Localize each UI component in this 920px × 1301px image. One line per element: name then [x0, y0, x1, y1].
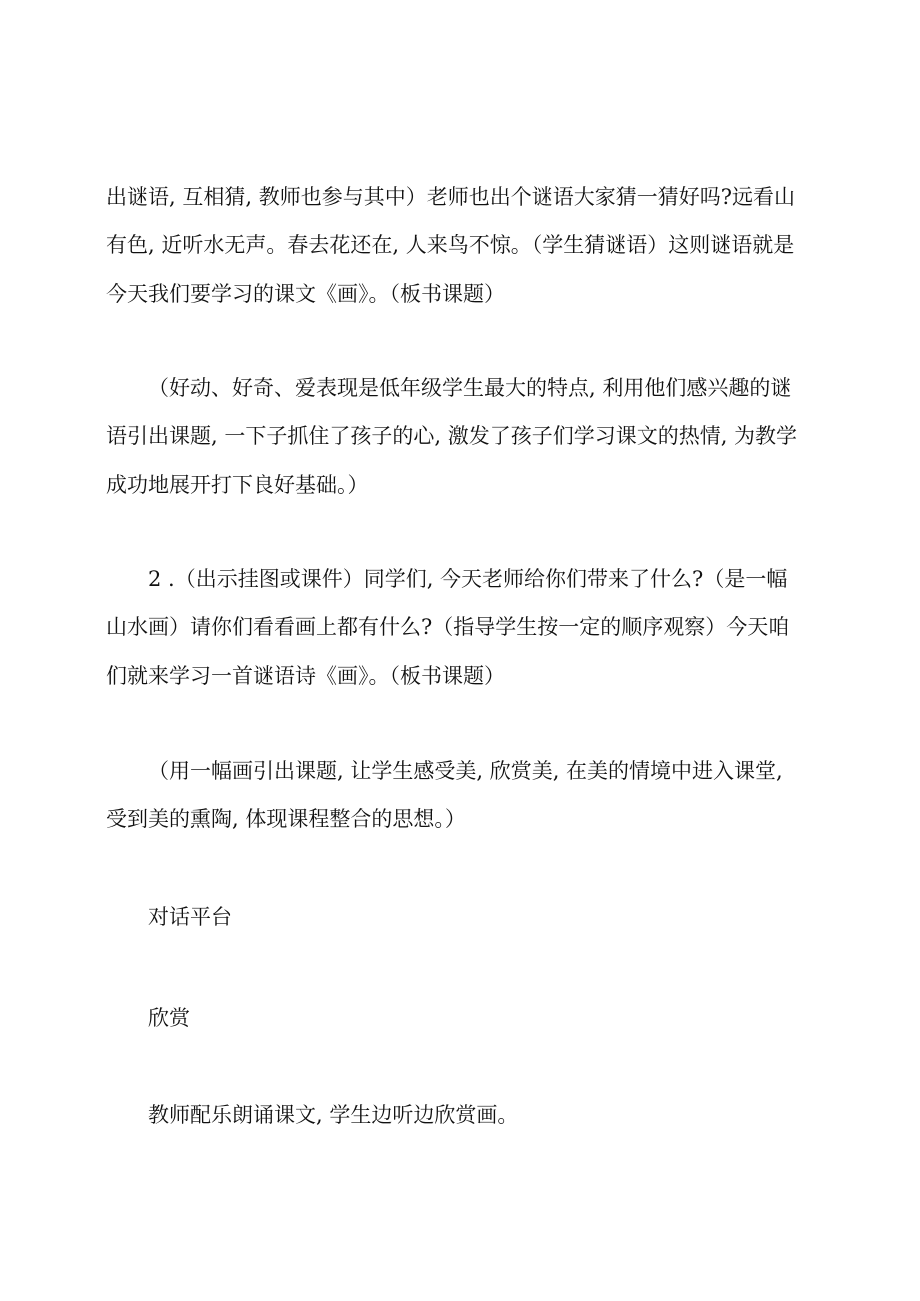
- paragraph-7-line-1: 教师配乐朗诵课文, 学生边听边欣赏画。: [148, 1103, 519, 1127]
- paragraph-2-line-1: （好动、好奇、爱表现是低年级学生最大的特点, 利用他们感兴趣的谜: [148, 376, 792, 400]
- paragraph-1-line-2: 有色, 近听水无声。春去花还在, 人来鸟不惊。（学生猜谜语）这则谜语就是: [106, 233, 795, 257]
- paragraph-2-line-3: 成功地展开打下良好基础。）: [106, 473, 369, 497]
- paragraph-4-line-1: （用一幅画引出课题, 让学生感受美, 欣赏美, 在美的情境中进入课堂,: [148, 759, 783, 783]
- section-heading-dialogue-platform: 对话平台: [148, 905, 232, 929]
- paragraph-4-line-2: 受到美的熏陶, 体现课程整合的思想。）: [106, 807, 466, 831]
- paragraph-3-line-1: 2 .（出示挂图或课件）同学们, 今天老师给你们带来了什么?（是一幅: [148, 567, 788, 591]
- section-heading-appreciation: 欣赏: [148, 1006, 190, 1030]
- paragraph-2-line-2: 语引出课题, 一下子抓住了孩子的心, 激发了孩子们学习课文的热情, 为教学: [106, 424, 798, 448]
- paragraph-1-line-3: 今天我们要学习的课文《画》。（板书课题）: [106, 282, 505, 306]
- paragraph-3-line-2: 山水画）请你们看看画上都有什么?（指导学生按一定的顺序观察）今天咱: [106, 615, 790, 639]
- paragraph-3-line-3: 们就来学习一首谜语诗《画》。（板书课题）: [106, 664, 505, 688]
- paragraph-1-line-1: 出谜语, 互相猜, 教师也参与其中）老师也出个谜语大家猜一猜好吗?远看山: [106, 185, 795, 209]
